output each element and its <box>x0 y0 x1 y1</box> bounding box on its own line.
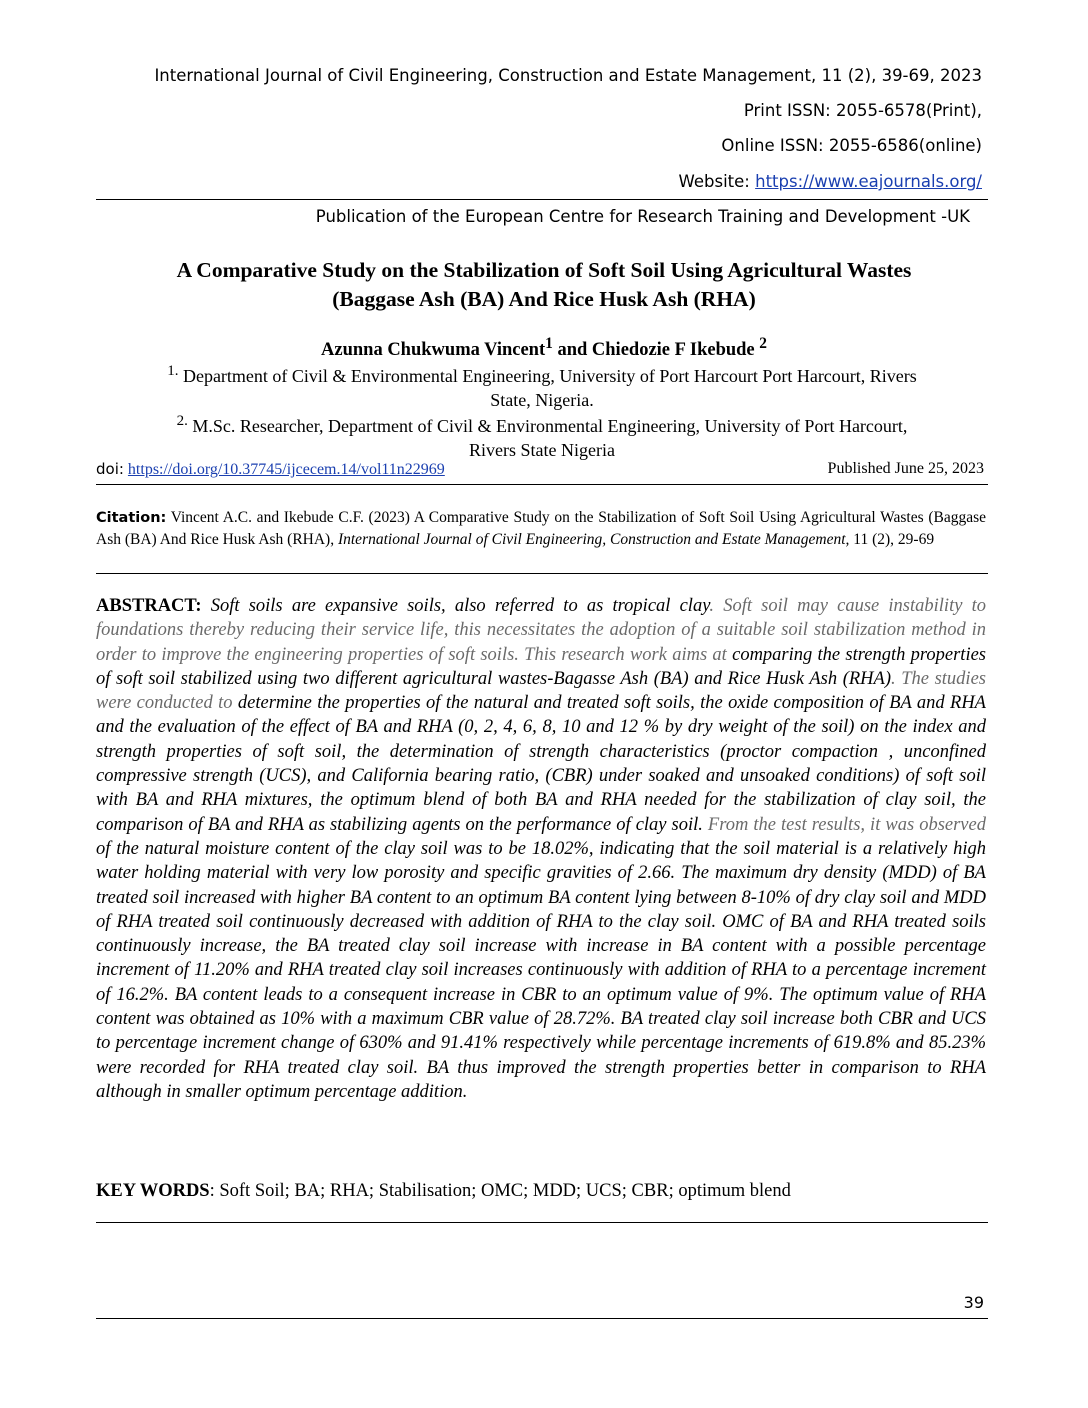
affiliation-2 <box>96 409 988 462</box>
citation-rule <box>96 573 988 574</box>
affiliation-1-line-2: State, Nigeria. <box>490 390 594 410</box>
citation-label: Citation: <box>96 510 167 526</box>
affiliation-2-line-1: M.Sc. Researcher, Department of Civil & Environmental Engineering, University of Port Harcourt, <box>187 416 908 436</box>
abstract-label: ABSTRACT: <box>96 596 202 616</box>
paper-title <box>96 256 992 314</box>
author-2-affil: 2 <box>759 335 767 352</box>
affiliation-1 <box>96 359 988 412</box>
abstract-part-3: comparing the strength properties of soft soil stabilized using two different agricultural wastes-Bagasse Ash (BA) and Rice Husk Ash (RHA) <box>96 644 986 689</box>
keywords <box>96 1181 986 1202</box>
doi-link[interactable]: https://doi.org/10.37745/ijcecem.14/vol11n22969 <box>127 461 445 478</box>
abstract-part-7: of the natural moisture content of the clay soil was to be 18.02%, indicating that the soil material is a relatively high water holding material with very low porosity and specific gravities of 2.66. The maximum dry density (MDD) of BA treated soil increased with higher BA content to an optimum BA content lying between 8-10% of dry clay soil and MDD of RHA treated soil continuously decreased with addition of RHA to the clay soil. OMC of BA and RHA treated soils continuously increase, the BA treated clay soil increase with increase in BA content with a possible percentage increment of 11.20% and RHA treated clay soil increases continuously with addition of RHA to a percentage increment of 16.2%. BA content leads to a consequent increase in CBR to an optimum value of 9%. The optimum value of RHA content was obtained as 10% with a maximum CBR value of 28.72%. BA treated clay soil increase both CBR and UCS to percentage increment change of 630% and 91.41% respectively while percentage increments of 619.8% and 85.23% were recorded for RHA treated clay soil. BA thus improved the strength properties better in comparison to RHA although in smaller optimum percentage addition. <box>96 838 986 1102</box>
keywords-text: : Soft Soil; BA; RHA; Stabilisation; OMC; MDD; UCS; CBR; optimum blend <box>209 1181 791 1201</box>
page-number: 39 <box>963 1293 984 1312</box>
abstract-part-4: . The studies were conducted to <box>96 668 986 714</box>
title-line-2: (Baggase Ash (BA) And Rice Husk Ash (RHA) <box>332 287 756 311</box>
affiliation-2-sup: 2. <box>176 413 188 429</box>
abstract-part-6: From the test results, it was observed <box>702 814 986 835</box>
online-issn: Online ISSN: 2055-6586(online) <box>721 136 982 155</box>
doi-row <box>96 460 984 479</box>
website-link[interactable]: https://www.eajournals.org/ <box>755 172 982 191</box>
abstract-part-1: Soft soils are expansive soils, also referred to as tropical clay <box>201 596 710 616</box>
citation-text: Vincent A.C. and Ikebude C.F. (2023) A Comparative Study on the Stabilization of Soft Soil Using Agricultural Wastes (Baggase Ash (BA) And Rice Husk Ash (RHA), <box>96 509 986 548</box>
affiliation-2-line-2: Rivers State Nigeria <box>469 440 615 460</box>
citation <box>96 507 986 550</box>
journal-line: International Journal of Civil Engineering, Construction and Estate Management, 11 (2), 39-69, 2023 <box>154 66 982 85</box>
citation-journal: International Journal of Civil Engineering, Construction and Estate Management, <box>337 531 850 548</box>
abstract-part-2: . Soft soil may cause instability to foundations thereby reducing their service life, this necessitates the adoption of a suitable soil stabilization method in order to improve the engineering properties of soft soils. This research work aims at <box>96 596 986 665</box>
author-1-affil: 1 <box>545 335 553 352</box>
footer-rule <box>96 1318 988 1319</box>
abstract <box>96 594 986 1104</box>
website-line <box>679 172 982 191</box>
print-issn: Print ISSN: 2055-6578(Print), <box>743 101 982 120</box>
title-line-1: A Comparative Study on the Stabilization of Soft Soil Using Agricultural Wastes <box>176 258 912 282</box>
affiliation-1-sup: 1. <box>167 363 179 379</box>
author-2: Chiedozie F Ikebude <box>591 340 755 361</box>
author-list <box>96 335 992 361</box>
header-rule <box>96 199 988 200</box>
doi-rule <box>96 484 988 485</box>
author-joiner: and <box>552 340 592 361</box>
abstract-part-5: determine the properties of the natural and treated soft soils, the oxide composition of BA and RHA and the evaluation of the effect of BA and RHA (0, 2, 4, 6, 8, 10 and 12 % by dry weight of the soil) on the index and strength properties of soft soil, the determination of strength characteristics (proctor compaction , unconfined compressive strength (UCS), and California bearing ratio, (CBR) under soaked and unsoaked conditions) of soft soil with BA and RHA mixtures, the optimum blend of both BA and RHA needed for the stabilization of clay soil, the comparison of BA and RHA as stabilizing agents on the performance of clay soil. <box>96 693 986 835</box>
publisher-line: Publication of the European Centre for Research Training and Development -UK <box>315 207 970 226</box>
keywords-label: KEY WORDS <box>96 1181 210 1201</box>
author-1: Azunna Chukwuma Vincent <box>321 340 546 361</box>
website-label: Website: <box>678 172 750 191</box>
doi-label: doi: <box>96 460 124 478</box>
published-date: Published June 25, 2023 <box>827 460 984 477</box>
citation-volume: 11 (2), 29-69 <box>849 531 935 548</box>
affiliation-1-line-1: Department of Civil & Environmental Engineering, University of Port Harcourt Port Harcourt, Rivers <box>178 366 917 386</box>
abstract-rule <box>96 1222 988 1223</box>
